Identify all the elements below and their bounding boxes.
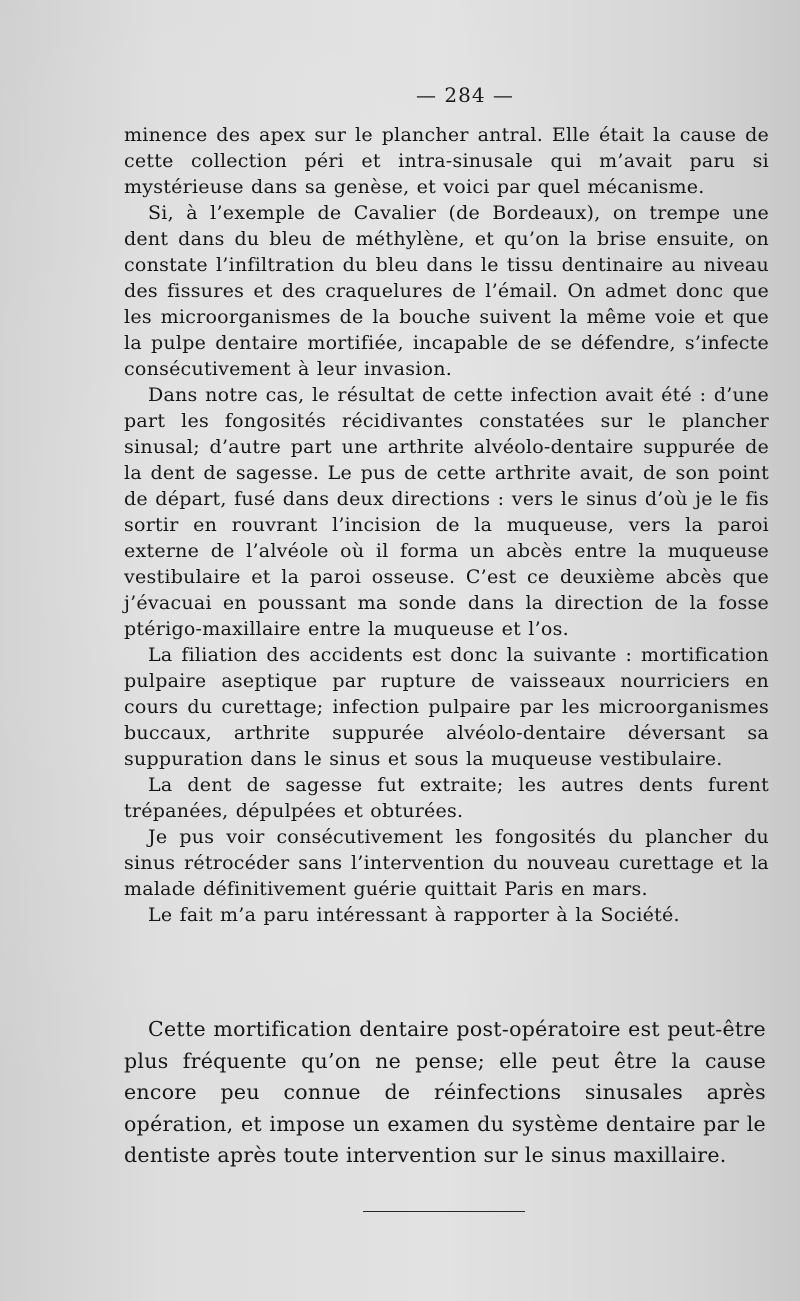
conclusion-section <box>124 1014 766 1172</box>
end-rule-divider <box>363 1211 525 1212</box>
body-text <box>124 122 769 928</box>
paragraph-extraction: La dent de sagesse fut extraite; les autres dents furent trépanées, dépulpées et obturées. <box>124 774 769 822</box>
paragraph-continuation: minence des apex sur le plancher antral. Elle était la cause de cette collection péri et intra-sinusale qui m’avait paru si mystérieuse dans sa genèse, et voici par quel mécanisme. <box>124 124 769 198</box>
paragraph-recovery: Je pus voir consécutivement les fongosités du plancher du sinus rétrocéder sans l’intervention du nouveau curettage et la malade définitivement guérie quittait Paris en mars. <box>124 826 769 900</box>
paragraph-filiation: La filiation des accidents est donc la suivante : mortification pulpaire aseptique par rupture de vaisseaux nourriciers en cours du curettage; infection pulpaire par les microorganismes buccaux, arthrite suppurée alvéolo-dentaire déversant sa suppuration dans le sinus et sous la muqueuse vestibulaire. <box>124 644 769 770</box>
paragraph-conclusion: Cette mortification dentaire post-opératoire est peut-être plus fréquente qu’on ne pense; elle peut être la cause encore peu connue de réinfections sinusales après opération, et impose un examen du système dentaire par le dentiste après toute intervention sur le sinus maxillaire. <box>124 1017 766 1167</box>
paragraph-cavalier-experiment: Si, à l’exemple de Cavalier (de Bordeaux), on trempe une dent dans du bleu de méthylène, et qu’on la brise ensuite, on constate l’infiltration du bleu dans le tissu dentinaire au niveau des fissures et des craquelures de l’émail. On admet donc que les microorganismes de la bouche suivent la même voie et que la pulpe dentaire mortifiée, incapable de se défendre, s’infecte consécutivement à leur invasion. <box>124 202 769 380</box>
page-number: — 284 — <box>416 83 514 107</box>
paragraph-case-result: Dans notre cas, le résultat de cette infection avait été : d’une part les fongosités récidivantes constatées sur le plancher sinusal; d’autre part une arthrite alvéolo-dentaire suppurée de la dent de sagesse. Le pus de cette arthrite avait, de son point de départ, fusé dans deux directions : vers le sinus d’où je le fis sortir en rouvrant l’incision de la muqueuse, vers la paroi externe de l’alvéole où il forma un abcès entre la muqueuse vestibulaire et la paroi osseuse. C’est ce deuxième abcès que j’évacuai en poussant ma sonde dans la direction de la fosse ptérigo-maxillaire entre la muqueuse et l’os. <box>124 384 769 640</box>
paragraph-closing: Le fait m’a paru intéressant à rapporter à la Société. <box>148 904 680 926</box>
